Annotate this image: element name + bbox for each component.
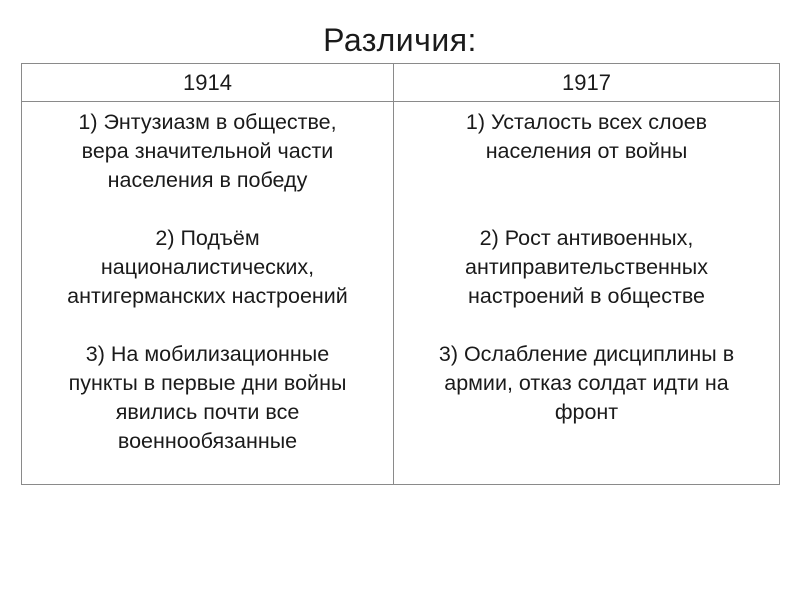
item-1914-2 (26, 224, 389, 311)
table-row (22, 102, 780, 485)
line: антиправительственных (465, 255, 708, 279)
line: явились почти все (115, 400, 300, 424)
line: националистических, (100, 255, 315, 279)
line: 1) Усталость всех слоев (465, 110, 708, 134)
page-title: Различия: (323, 22, 477, 58)
line: военнообязанные (117, 429, 298, 453)
item-1917-2 (398, 224, 775, 311)
line: 3) Ослабление дисциплины в (438, 342, 735, 366)
column-1914-cell (22, 102, 394, 485)
line: 2) Подъём (155, 226, 260, 250)
table-header-row (22, 64, 780, 102)
line: вера значительной части (81, 139, 334, 163)
header-1917: 1917 (394, 64, 780, 102)
line: 3) На мобилизационные (85, 342, 330, 366)
comparison-table (21, 63, 780, 485)
header-1914: 1914 (22, 64, 394, 102)
item-1917-1 (398, 108, 775, 166)
line: пункты в первые дни войны (68, 371, 347, 395)
item-1917-3 (398, 340, 775, 427)
column-1917-cell (394, 102, 780, 485)
line: 1) Энтузиазм в обществе, (78, 110, 337, 134)
line: 2) Рост антивоенных, (479, 226, 694, 250)
line: населения в победу (107, 168, 308, 192)
line: населения от войны (485, 139, 688, 163)
line: армии, отказ солдат идти на (444, 371, 729, 395)
line: настроений в обществе (468, 284, 705, 308)
item-1914-1 (26, 108, 389, 195)
line: антигерманских настроений (67, 284, 348, 308)
line: фронт (554, 400, 619, 424)
item-1914-3 (26, 340, 389, 456)
